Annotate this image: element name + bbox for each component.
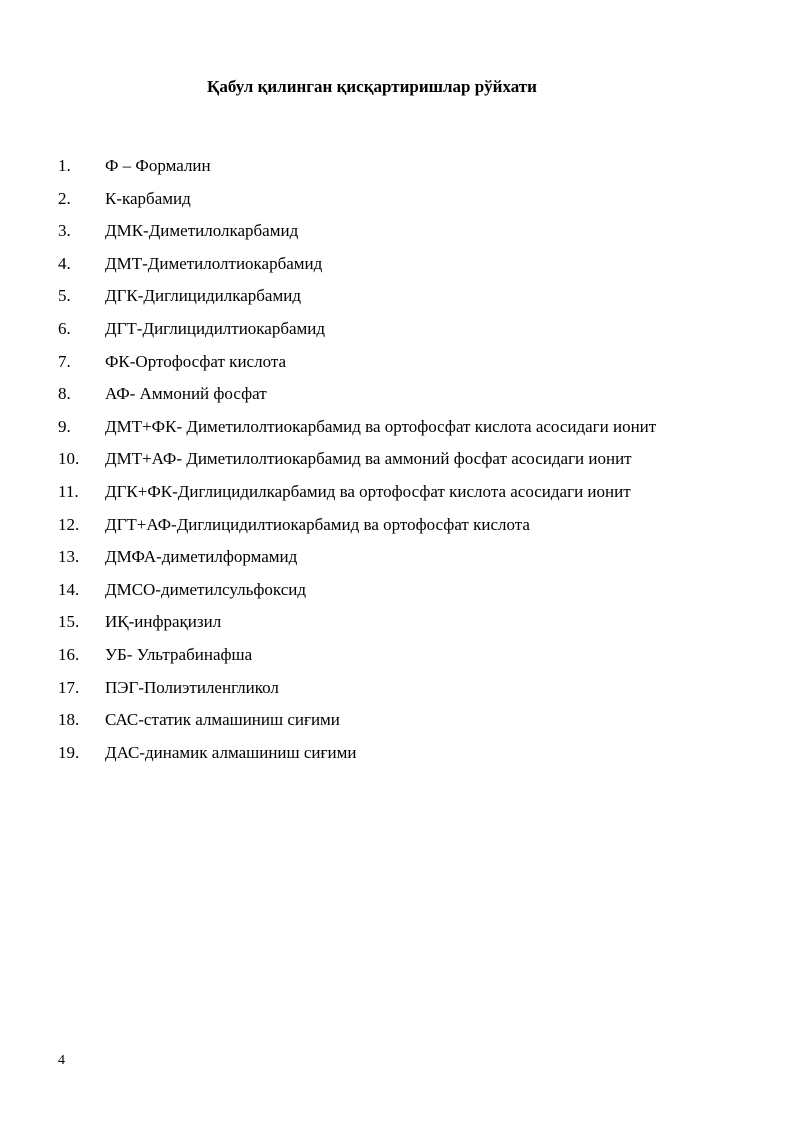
item-number: 17. [58,677,80,697]
page-title: Қабул қилинган қисқартиришлар рўйхати [207,77,537,96]
list-item [58,514,758,547]
list-item [58,155,758,188]
list-item [58,611,758,644]
item-text: ДГТ-Диглицидилтиокарбамид [105,318,326,338]
item-number: 18. [58,710,80,730]
item-number: 2. [58,188,71,208]
item-text: ДМК-Диметилолкарбамид [105,221,299,241]
item-number: 8. [58,384,71,404]
list-item [58,448,758,481]
item-number: 4. [58,253,71,273]
item-number: 3. [58,221,71,241]
list-item [58,481,758,514]
list-item [58,383,758,416]
item-text: ИҚ-инфрақизил [105,612,222,632]
item-number: 15. [58,612,80,632]
page-number: 4 [58,1053,65,1068]
item-text: Ф – Формалин [105,156,211,175]
list-item [58,416,758,449]
item-number: 16. [58,644,80,664]
item-text: САС-статик алмашиниш сиғими [105,710,340,730]
item-number: 11. [58,481,79,501]
list-item [58,285,758,318]
list-item [58,351,758,384]
item-number: 1. [58,156,71,175]
item-text: ДМТ+АФ- Диметилолтиокарбамид ва аммоний фосфат асосидаги ионит [105,449,632,469]
item-text: ДМФА-диметилформамид [105,547,298,567]
item-text: ДАС-динамик алмашиниш сиғими [105,742,357,762]
abbreviation-list [58,155,758,774]
item-text: ПЭГ-Полиэтиленгликол [105,677,279,697]
item-text: ДГК-Диглицидилкарбамид [105,286,301,306]
list-item [58,188,758,221]
item-number: 7. [58,351,71,371]
item-number: 10. [58,449,80,469]
list-item [58,579,758,612]
item-number: 12. [58,514,80,534]
item-text: ДГК+ФК-Диглицидилкарбамид ва ортофосфат кислота асосидаги ионит [105,481,631,501]
item-number: 14. [58,579,80,599]
item-text: УБ- Ультрабинафша [105,644,253,664]
item-number: 9. [58,416,71,436]
list-item [58,644,758,677]
list-item [58,546,758,579]
item-text: ДМТ+ФК- Диметилолтиокарбамид ва ортофосфат кислота асосидаги ионит [105,416,657,436]
item-text: ДМСО-диметилсульфоксид [105,579,307,599]
item-number: 6. [58,318,71,338]
item-number: 13. [58,547,80,567]
item-text: К-карбамид [105,188,191,208]
item-text: ФК-Ортофосфат кислота [105,351,287,371]
item-number: 19. [58,742,80,762]
list-item [58,709,758,742]
list-item [58,318,758,351]
item-text: АФ- Аммоний фосфат [105,384,267,404]
list-item [58,253,758,286]
item-text: ДМТ-Диметилолтиокарбамид [105,253,323,273]
list-item [58,742,758,775]
list-item [58,677,758,710]
item-text: ДГТ+АФ-Диглицидилтиокарбамид ва ортофосфат кислота [105,514,530,534]
list-item [58,220,758,253]
item-number: 5. [58,286,71,306]
